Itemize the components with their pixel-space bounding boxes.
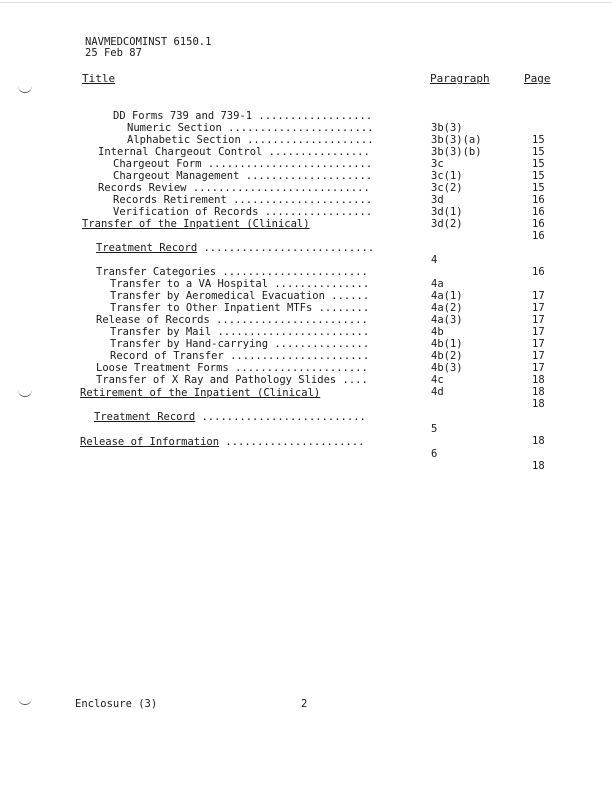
toc-entry-page: 18 [532, 374, 545, 386]
toc-entry-paragraph: 4 [431, 254, 438, 266]
toc-entry-paragraph: 4a(2) [431, 302, 463, 314]
toc-entry-page: 16 [532, 266, 545, 278]
toc-entry-page: 15 [532, 134, 545, 146]
toc-leader-dots: ...................... [219, 436, 365, 448]
column-header-page: Page [524, 72, 551, 85]
toc-entry-title: Release of Records ........................ [96, 314, 368, 326]
toc-entry-title: Numeric Section ....................... [127, 122, 374, 134]
toc-entry-paragraph: 3d(2) [431, 218, 463, 230]
toc-entry-title: Verification of Records ................. [113, 206, 373, 218]
toc-entry-title: Transfer by Aeromedical Evacuation ...... [110, 290, 370, 302]
toc-entry-paragraph: 3d(1) [431, 206, 463, 218]
toc-entry-page: 15 [532, 182, 545, 194]
toc-entry-page: 17 [532, 290, 545, 302]
toc-entry-title: Transfer by Mail ........................ [110, 326, 370, 338]
toc-entry-page: 18 [532, 435, 545, 447]
instruction-number: NAVMEDCOMINST 6150.1 [85, 36, 212, 48]
section-heading-retirement: Retirement of the Inpatient (Clinical) [80, 387, 321, 399]
toc-entry-title: Records Review ............................ [98, 182, 370, 194]
toc-entry-paragraph: 5 [431, 423, 438, 435]
toc-entry-title: Transfer by Hand-carrying ............... [110, 338, 370, 350]
toc-entry-paragraph: 4c [431, 374, 444, 386]
toc-entry [0, 424, 612, 472]
toc-entry-page: 17 [532, 362, 545, 374]
column-header-title: Title [82, 72, 116, 85]
toc-entry-title: Transfer to a VA Hospital ............... [110, 278, 370, 290]
section-heading-transfer-line2: Treatment Record [96, 242, 198, 254]
toc-entry-title: Chargeout Form .......................... [113, 158, 373, 170]
toc-entry-page: 16 [532, 206, 545, 218]
toc-entry-page: 18 [532, 398, 545, 410]
toc-entry-paragraph: 6 [431, 448, 438, 460]
toc-entry-title: Record of Transfer ...................... [110, 350, 370, 362]
toc-entry-page: 17 [532, 302, 545, 314]
toc-entry-page: 16 [532, 218, 545, 230]
toc-entry-paragraph: 4a(3) [431, 314, 463, 326]
toc-entry-paragraph: 3c [431, 158, 444, 170]
instruction-date: 25 Feb 87 [85, 47, 142, 59]
toc-entry-paragraph: 4b(3) [431, 362, 463, 374]
toc-entry-paragraph: 3c(2) [431, 182, 463, 194]
section-heading-retirement-line2: Treatment Record [94, 411, 196, 423]
toc-entry-title: Transfer of X Ray and Pathology Slides .... [96, 374, 368, 386]
toc-entry-paragraph: 3b(3)(a) [431, 134, 482, 146]
toc-entry-page: 15 [532, 146, 545, 158]
toc-entry-page: 17 [532, 338, 545, 350]
toc-entry-paragraph: 3d [431, 194, 444, 206]
toc-entry-page: 18 [532, 386, 545, 398]
toc-entry-page: 16 [532, 194, 545, 206]
toc-entry-paragraph: 4d [431, 386, 444, 398]
toc-entry-title: Loose Treatment Forms ..................... [96, 362, 368, 374]
toc-entry-page: 16 [532, 230, 545, 242]
toc-entry-title: DD Forms 739 and 739-1 .................. [113, 110, 373, 122]
scan-edge-line [0, 2, 612, 3]
toc-entry-page: 15 [532, 170, 545, 182]
toc-entry-paragraph: 4b [431, 326, 444, 338]
toc-entry-page: 18 [532, 460, 545, 472]
section-heading-release: Release of Information [80, 436, 220, 448]
toc-entry-page: 17 [532, 326, 545, 338]
binder-hole-mark [18, 86, 32, 93]
toc-entry-paragraph: 4a [431, 278, 444, 290]
toc-entry-title [80, 436, 364, 448]
section-heading-transfer: Transfer of the Inpatient (Clinical) [82, 218, 310, 230]
enclosure-label: Enclosure (3) [75, 698, 158, 710]
toc-entry-title: Alphabetic Section .................... [127, 134, 374, 146]
binder-hole-mark [18, 698, 32, 705]
toc-entry-title: Transfer Categories ....................... [96, 266, 368, 278]
column-header-paragraph: Paragraph [430, 72, 490, 85]
toc-entry-paragraph: 4b(2) [431, 350, 463, 362]
toc-entry-title: Transfer to Other Inpatient MTFs ........ [110, 302, 370, 314]
toc-entry-page: 17 [532, 314, 545, 326]
toc-entry-paragraph: 4a(1) [431, 290, 463, 302]
toc-entry-paragraph: 3c(1) [431, 170, 463, 182]
page-number: 2 [301, 698, 308, 710]
toc-leader-dots: .......................... [195, 411, 366, 423]
toc-entry-title: Internal Chargeout Control ................ [98, 146, 370, 158]
toc-entry-paragraph: 3b(3) [431, 122, 463, 134]
toc-entry-page: 15 [532, 158, 545, 170]
toc-entry-paragraph: 3b(3)(b) [431, 146, 482, 158]
toc-entry-title: Records Retirement ...................... [113, 194, 373, 206]
toc-leader-dots: ........................... [197, 242, 375, 254]
toc-entry-title [94, 411, 366, 423]
toc-entry-title [96, 242, 374, 254]
toc-entry-paragraph: 4b(1) [431, 338, 463, 350]
toc-entry-title: Chargeout Management .................... [113, 170, 373, 182]
toc-entry-page: 17 [532, 350, 545, 362]
